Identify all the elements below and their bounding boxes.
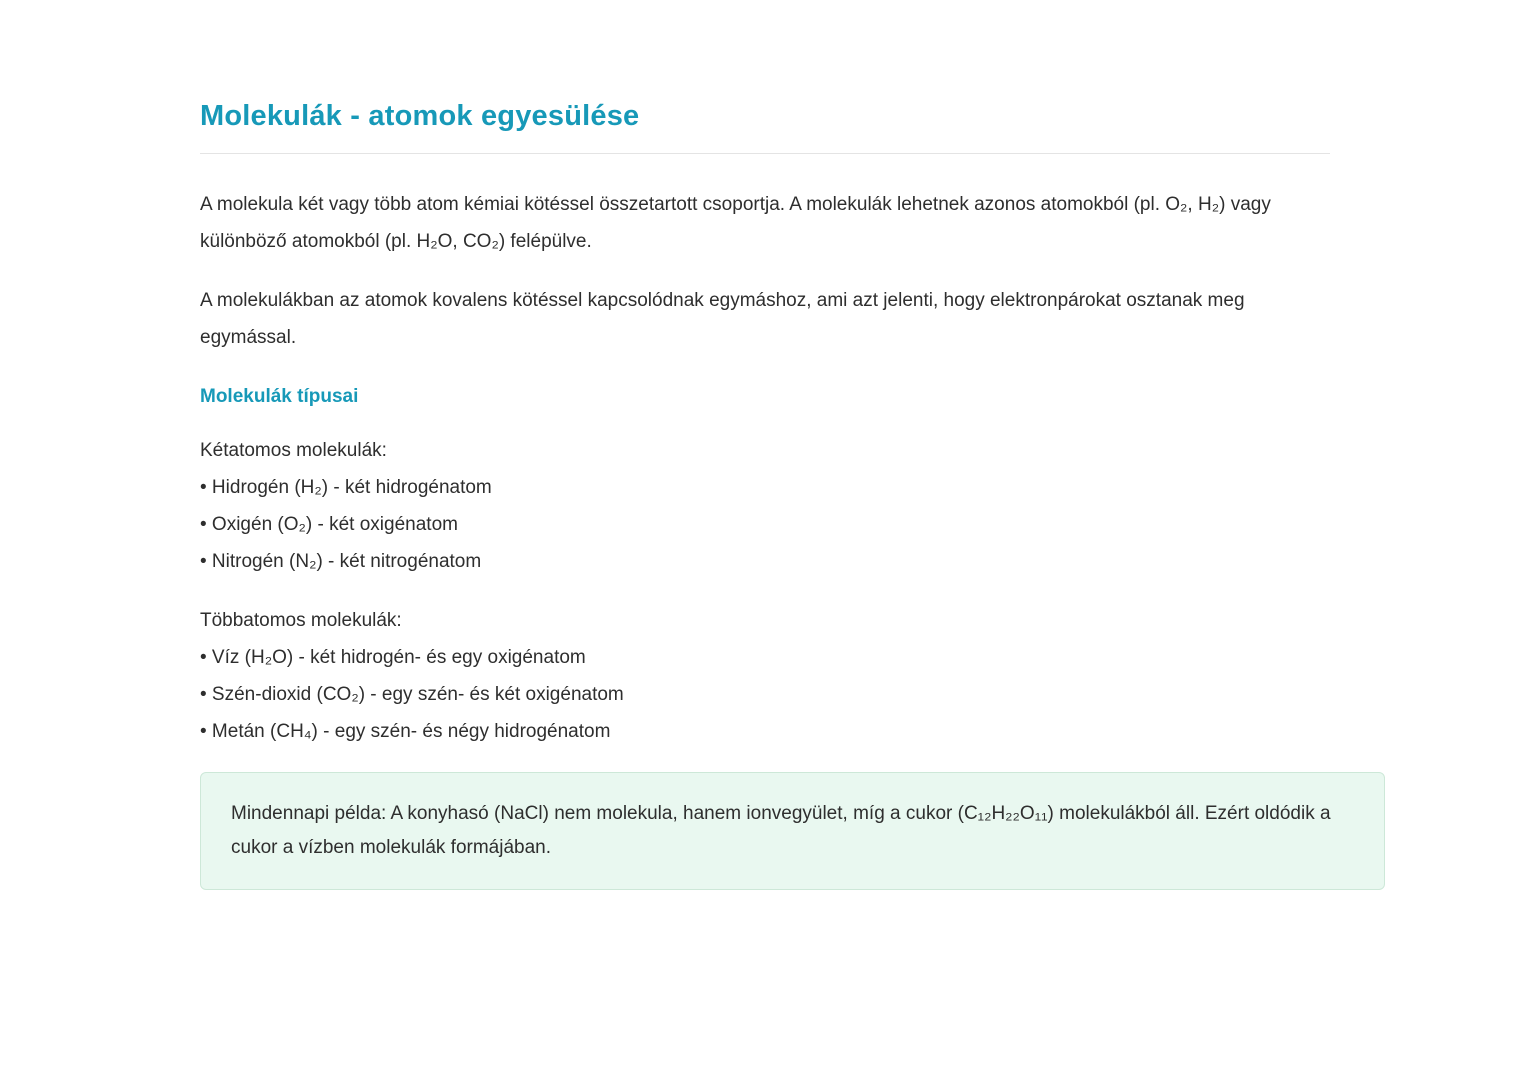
polyatomic-group-label: Többatomos molekulák: — [200, 610, 402, 631]
list-item-carbon-dioxide: • Szén-dioxid (CO₂) - egy szén- és két oxigénatom — [200, 684, 624, 705]
callout-text: Mindennapi példa: A konyhasó (NaCl) nem molekula, hanem ionvegyület, míg a cukor (C₁₂H₂₂O₁₁) molekulákból áll. Ezért oldódik a cukor a vízben molekulák formájában. — [231, 803, 1331, 858]
list-item-hydrogen: • Hidrogén (H₂) - két hidrogénatom — [200, 477, 492, 498]
list-item-water: • Víz (H₂O) - két hidrogén- és egy oxigénatom — [200, 647, 586, 668]
page-title: Molekulák - atomok egyesülése — [200, 100, 640, 132]
list-item-oxygen: • Oxigén (O₂) - két oxigénatom — [200, 514, 458, 535]
title-divider — [200, 153, 1330, 154]
polyatomic-molecules-group — [200, 602, 1330, 750]
document-page — [200, 100, 1330, 890]
list-item-nitrogen: • Nitrogén (N₂) - két nitrogénatom — [200, 551, 482, 572]
intro-paragraph: A molekula két vagy több atom kémiai kötéssel összetartott csoportja. A molekulák lehetnek azonos atomokból (pl. O₂, H₂) vagy különböző atomokból (pl. H₂O, CO₂) felépülve. — [200, 194, 1271, 252]
section-heading-molecule-types: Molekulák típusai — [200, 386, 359, 407]
list-item-methane: • Metán (CH₄) - egy szén- és négy hidrogénatom — [200, 721, 611, 742]
diatomic-group-label: Kétatomos molekulák: — [200, 440, 387, 461]
covalent-bond-paragraph: A molekulákban az atomok kovalens kötéssel kapcsolódnak egymáshoz, ami azt jelenti, hogy elektronpárokat osztanak meg egymással. — [200, 290, 1245, 348]
diatomic-molecules-group — [200, 432, 1330, 580]
everyday-example-callout — [200, 772, 1385, 890]
